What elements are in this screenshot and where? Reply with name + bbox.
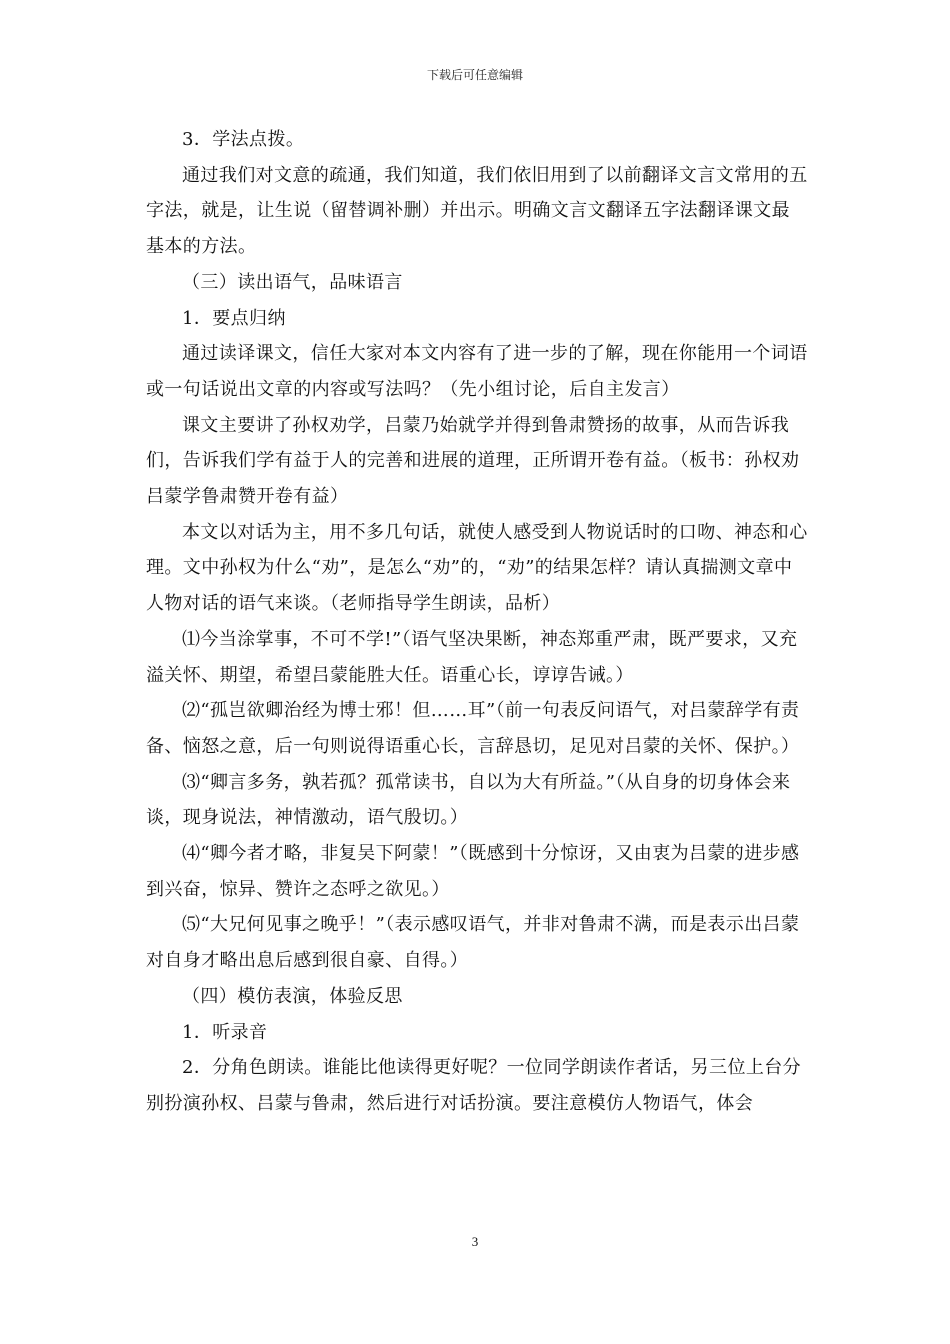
paragraph: ⑵“孤岂欲卿治经为博士邪！但……耳”（前一句表反问语气，对吕蒙辞学有责备、恼怒之意，后一句则说得语重心长，言辞恳切，足见对吕蒙的关怀、保护。） xyxy=(146,700,800,757)
section-heading: （三）读出语气，品味语言 xyxy=(182,271,403,293)
paragraph: 1．要点归纳 xyxy=(182,307,286,329)
paragraph: 通过我们对文意的疏通，我们知道，我们依旧用到了以前翻译文言文常用的五字法，就是，让生说（留替调补删）并出示。明确文言文翻译五字法翻译课文最基本的方法。 xyxy=(146,164,808,258)
paragraph: 通过读译课文，信任大家对本文内容有了进一步的了解，现在你能用一个词语或一句话说出文章的内容或写法吗？（先小组讨论，后自主发言） xyxy=(146,343,808,400)
paragraph: 2．分角色朗读。谁能比他读得更好呢？一位同学朗读作者话，另三位上台分别扮演孙权、吕蒙与鲁肃，然后进行对话扮演。要注意模仿人物语气，体会 xyxy=(146,1057,802,1114)
page-number: 3 xyxy=(471,1234,479,1249)
paragraph: ⑴今当涂掌事，不可不学!”（语气坚决果断，神态郑重严肃，既严要求，又充溢关怀、期望，希望吕蒙能胜大任。语重心长，谆谆告诫。） xyxy=(146,628,798,686)
section-heading: （四）模仿表演，体验反思 xyxy=(182,985,403,1007)
paragraph: ⑷“卿今者才略，非复吴下阿蒙！”（既感到十分惊讶，又由衷为吕蒙的进步感到兴奋，惊异、赞许之态呼之欲见。） xyxy=(146,843,800,900)
paragraph: ⑶“卿言多务，孰若孤？孤常读书，自以为大有所益。”（从自身的切身体会来谈，现身说法，神情激动，语气殷切。） xyxy=(146,771,791,829)
paragraph: 课文主要讲了孙权劝学，吕蒙乃始就学并得到鲁肃赞扬的故事，从而告诉我们，告诉我们学有益于人的完善和进展的道理，正所谓开卷有益。（板书：孙权劝吕蒙学鲁肃赞开卷有益） xyxy=(146,414,800,508)
document-body xyxy=(146,122,808,1122)
paragraph: ⑸“大兄何见事之晚乎！”（表示感叹语气，并非对鲁肃不满，而是表示出吕蒙对自身才略出息后感到很自豪、自得。） xyxy=(146,914,800,972)
page-header: 下载后可任意编辑 xyxy=(426,68,523,82)
paragraph: 本文以对话为主，用不多几句话，就使人感受到人物说话时的口吻、神态和心理。文中孙权为什么“劝”，是怎么“劝”的，“劝”的结果怎样？请认真揣测文章中人物对话的语气来谈。（老师指导学生朗读，品析） xyxy=(146,521,808,615)
paragraph: 3．学法点拨。 xyxy=(182,129,305,150)
paragraph: 1．听录音 xyxy=(182,1021,268,1043)
